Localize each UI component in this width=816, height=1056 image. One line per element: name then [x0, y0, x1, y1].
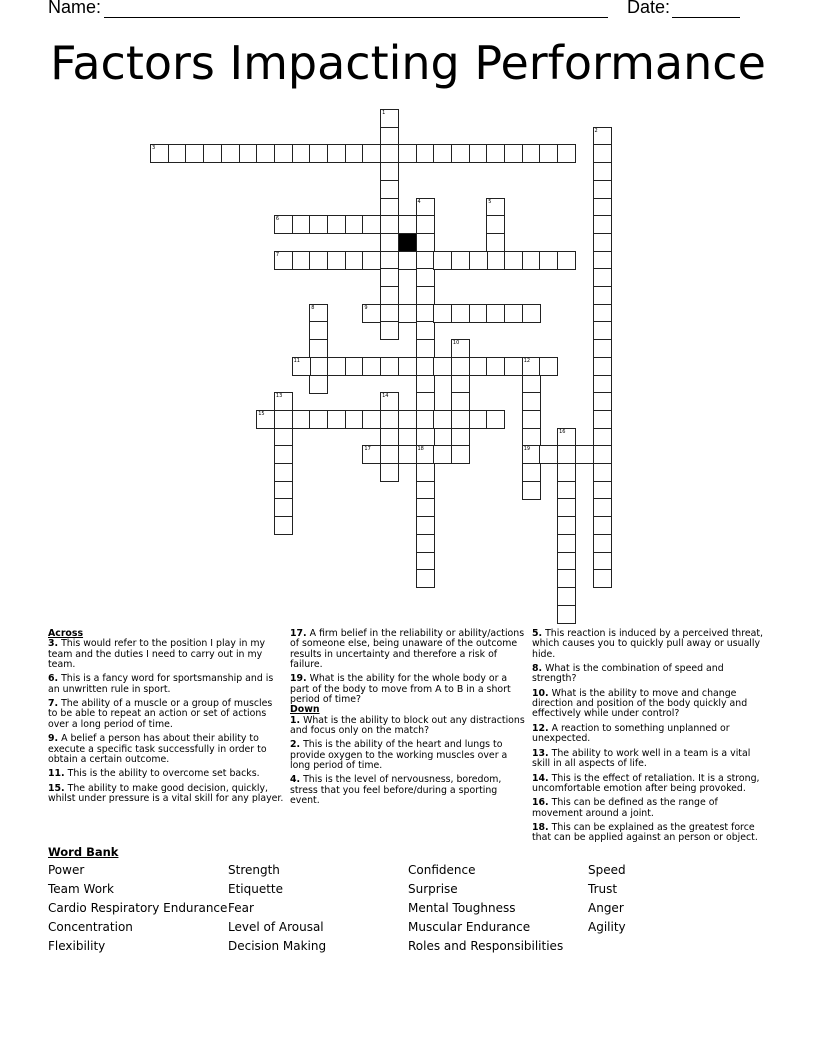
- grid-cell[interactable]: [274, 481, 293, 500]
- grid-cell[interactable]: [416, 498, 435, 517]
- clue-number: 12: [523, 357, 531, 364]
- grid-cell[interactable]: [593, 339, 612, 358]
- grid-cell[interactable]: [557, 498, 576, 517]
- grid-cell[interactable]: [203, 144, 222, 163]
- grid-cell[interactable]: [433, 410, 452, 429]
- grid-cell[interactable]: [292, 410, 311, 429]
- grid-cell[interactable]: [345, 251, 364, 270]
- word-bank-item: Surprise: [408, 882, 458, 896]
- grid-cell[interactable]: [557, 605, 576, 624]
- clue-number: 10: [452, 340, 460, 347]
- grid-cell[interactable]: [522, 304, 541, 323]
- word-bank-item: Team Work: [48, 882, 114, 896]
- grid-cell[interactable]: [451, 251, 470, 270]
- grid-cell[interactable]: [504, 304, 523, 323]
- grid-cell[interactable]: [416, 357, 435, 376]
- word-bank-title: Word Bank: [48, 845, 119, 859]
- clue-down-8: 8. What is the combination of speed and strength?: [532, 663, 724, 685]
- grid-cell[interactable]: [398, 357, 417, 376]
- grid-cell[interactable]: [327, 251, 346, 270]
- grid-cell[interactable]: [398, 144, 417, 163]
- grid-cell[interactable]: [380, 268, 399, 287]
- grid-cell[interactable]: [309, 410, 328, 429]
- grid-cell[interactable]: [416, 268, 435, 287]
- grid-cell[interactable]: [380, 463, 399, 482]
- grid-cell[interactable]: [593, 268, 612, 287]
- word-bank-item: Decision Making: [228, 939, 327, 953]
- grid-cell[interactable]: [486, 304, 505, 323]
- grid-cell[interactable]: [362, 144, 381, 163]
- grid-cell[interactable]: [522, 481, 541, 500]
- grid-cell[interactable]: [185, 144, 204, 163]
- grid-cell[interactable]: [274, 144, 293, 163]
- grid-cell[interactable]: [309, 339, 328, 358]
- clue-number: 15: [258, 410, 265, 417]
- grid-cell[interactable]: [469, 304, 488, 323]
- word-bank-item: Flexibility: [48, 939, 106, 953]
- grid-cell[interactable]: [593, 375, 612, 394]
- grid-cell[interactable]: [274, 463, 293, 482]
- grid-cell[interactable]: [593, 534, 612, 553]
- grid-cell[interactable]: [575, 445, 594, 464]
- word-bank-item: Etiquette: [228, 882, 284, 896]
- grid-cell[interactable]: [274, 410, 293, 429]
- grid-cell[interactable]: [486, 410, 505, 429]
- grid-cell[interactable]: [593, 481, 612, 500]
- grid-cell[interactable]: [593, 410, 612, 429]
- grid-cell[interactable]: [309, 357, 328, 376]
- grid-cell[interactable]: [486, 233, 505, 252]
- page-title: Factors Impacting Performance: [50, 36, 766, 90]
- grid-cell[interactable]: [398, 445, 417, 464]
- grid-cell[interactable]: [593, 321, 612, 340]
- grid-cell[interactable]: [557, 144, 576, 163]
- grid-cell[interactable]: [451, 304, 470, 323]
- word-bank-item: Mental Toughness: [408, 901, 516, 915]
- grid-cell[interactable]: [486, 251, 505, 270]
- grid-cell[interactable]: [345, 410, 364, 429]
- grid-cell[interactable]: [327, 357, 346, 376]
- word-bank-item: Power: [48, 863, 85, 877]
- grid-cell[interactable]: [433, 144, 452, 163]
- down-heading: Down: [290, 704, 320, 716]
- across-heading: Across: [48, 628, 84, 639]
- grid-cell[interactable]: [416, 534, 435, 553]
- grid-cell[interactable]: [416, 144, 435, 163]
- grid-cell[interactable]: [416, 569, 435, 588]
- grid-cell[interactable]: [398, 410, 417, 429]
- word-bank-item: Roles and Responsibilities: [408, 939, 564, 953]
- grid-cell[interactable]: [380, 127, 399, 146]
- clue-number: 3: [152, 145, 156, 152]
- word-bank-item: Anger: [588, 901, 624, 915]
- grid-cell[interactable]: [593, 357, 612, 376]
- clue-across-17: 17. A firm belief in the reliability or ability/actions of someone else, being unaware of the outcome results in uncertainty and therefore a risk of failure.: [290, 628, 525, 670]
- clue-number: 6: [275, 216, 280, 223]
- grid-cell[interactable]: [593, 233, 612, 252]
- grid-cell[interactable]: [557, 445, 576, 464]
- grid-cell[interactable]: [309, 215, 328, 234]
- clue-number: 8: [311, 304, 315, 311]
- grid-cell[interactable]: [327, 410, 346, 429]
- grid-cell[interactable]: [380, 162, 399, 181]
- word-bank-item: Trust: [588, 882, 618, 896]
- grid-cell[interactable]: [292, 251, 311, 270]
- grid-cell[interactable]: [522, 410, 541, 429]
- clue-number: 13: [275, 393, 283, 400]
- clue-number: 1: [382, 110, 386, 116]
- grid-cell[interactable]: [539, 144, 558, 163]
- grid-cell[interactable]: [593, 180, 612, 199]
- grid-cell[interactable]: [593, 516, 612, 535]
- grid-cell[interactable]: [380, 445, 399, 464]
- clue-number: 18: [417, 446, 424, 453]
- grid-cell[interactable]: [380, 410, 399, 429]
- grid-cell[interactable]: [362, 357, 381, 376]
- clue-across-7: 7. The ability of a muscle or a group of muscles to be able to repeat an action or set of actions over a long period of time.: [48, 698, 273, 730]
- grid-cell[interactable]: [292, 215, 311, 234]
- grid-cell[interactable]: [168, 144, 187, 163]
- grid-cell[interactable]: [557, 587, 576, 606]
- grid-cell[interactable]: [593, 251, 612, 270]
- grid-cell[interactable]: [451, 392, 470, 411]
- grid-cell[interactable]: [522, 144, 541, 163]
- grid-cell[interactable]: [451, 445, 470, 464]
- clue-across-6: 6. This is a fancy word for sportsmanship and is an unwritten rule in sport.: [48, 673, 274, 695]
- clue-column-3: [532, 629, 768, 848]
- grid-cell[interactable]: [309, 321, 328, 340]
- clue-across-3: 3. This would refer to the position I play in my team and the duties I need to carry out in my team.: [48, 638, 266, 670]
- grid-cell[interactable]: [345, 357, 364, 376]
- grid-cell[interactable]: [398, 215, 417, 234]
- grid-cell[interactable]: [593, 144, 612, 163]
- clue-number: 14: [382, 393, 389, 400]
- grid-cell[interactable]: [327, 215, 346, 234]
- clue-number: 5: [488, 198, 492, 205]
- grid-cell[interactable]: [362, 251, 381, 270]
- grid-cell[interactable]: [433, 357, 452, 376]
- grid-cell[interactable]: [593, 162, 612, 181]
- clue-across-9: 9. A belief a person has about their ability to execute a specific task successfully in order to obtain a certain outcome.: [48, 733, 267, 765]
- grid-cell[interactable]: [398, 304, 417, 323]
- word-bank-item: Speed: [588, 863, 626, 877]
- clue-down-13: 13. The ability to work well in a team is a vital skill in all aspects of life.: [532, 747, 751, 770]
- grid-cell[interactable]: [416, 286, 435, 305]
- grid-cell[interactable]: [309, 251, 328, 270]
- grid-cell[interactable]: [593, 552, 612, 571]
- clue-down-4: 4. This is the level of nervousness, boredom, stress that you feel before/during a sporting event.: [290, 774, 502, 807]
- grid-cell[interactable]: [469, 144, 488, 163]
- grid-cell[interactable]: [416, 251, 435, 270]
- grid-cell[interactable]: [380, 304, 399, 323]
- grid-cell[interactable]: [486, 357, 505, 376]
- grid-cell[interactable]: [433, 445, 452, 464]
- date-label: Date:: [627, 0, 671, 17]
- grid-cell[interactable]: [486, 144, 505, 163]
- clue-number: 11: [293, 357, 300, 364]
- grid-cell[interactable]: [504, 144, 523, 163]
- grid-cell[interactable]: [557, 481, 576, 500]
- grid-cell[interactable]: [433, 304, 452, 323]
- grid-cell[interactable]: [416, 215, 435, 234]
- grid-cell[interactable]: [398, 251, 417, 270]
- grid-cell[interactable]: [416, 233, 435, 252]
- clue-down-12: 12. A reaction to something unplanned or unexpected.: [532, 722, 730, 745]
- grid-cell[interactable]: [380, 286, 399, 305]
- clue-number: 9: [364, 304, 368, 311]
- grid-cell[interactable]: [380, 198, 399, 217]
- grid-cell[interactable]: [416, 552, 435, 571]
- clue-down-18: 18. This can be explained as the greatest force that can be applied against an person or object.: [532, 822, 758, 844]
- grid-cell[interactable]: [433, 251, 452, 270]
- grid-cell[interactable]: [451, 144, 470, 163]
- grid-cell[interactable]: [309, 144, 328, 163]
- clue-number: 7: [275, 251, 280, 258]
- clue-across-19: 19. What is the ability for the whole body or a part of the body to move from A to B in a short period of time?: [290, 673, 511, 705]
- grid-cell[interactable]: [416, 304, 435, 323]
- word-bank-item: Muscular Endurance: [408, 920, 531, 934]
- grid-cell[interactable]: [557, 569, 576, 588]
- grid-cell[interactable]: [593, 215, 612, 234]
- grid-cell[interactable]: [380, 321, 399, 340]
- word-bank-item: Confidence: [408, 863, 476, 877]
- grid-cell[interactable]: [593, 286, 612, 305]
- grid-cell[interactable]: [557, 534, 576, 553]
- grid-cell[interactable]: [522, 428, 541, 447]
- grid-cell[interactable]: [504, 357, 523, 376]
- grid-cell[interactable]: [274, 428, 293, 447]
- clue-number: 16: [559, 428, 566, 435]
- grid-cell[interactable]: [416, 481, 435, 500]
- grid-cell[interactable]: [593, 463, 612, 482]
- grid-cell[interactable]: [522, 392, 541, 411]
- black-square: [398, 233, 417, 252]
- grid-cell[interactable]: [593, 428, 612, 447]
- grid-cell[interactable]: [522, 375, 541, 394]
- name-label: Name:: [48, 0, 102, 17]
- clue-number: 19: [523, 446, 531, 453]
- grid-cell[interactable]: [557, 552, 576, 571]
- grid-cell[interactable]: [451, 357, 470, 376]
- grid-cell[interactable]: [274, 498, 293, 517]
- clue-down-2: 2. This is the ability of the heart and lungs to provide oxygen to the working muscles over a long period of time.: [290, 739, 508, 771]
- word-bank-item: Concentration: [48, 920, 133, 934]
- grid-cell[interactable]: [292, 144, 311, 163]
- clue-across-11: 11. This is the ability to overcome set backs.: [48, 768, 260, 780]
- grid-cell[interactable]: [593, 198, 612, 217]
- grid-cell[interactable]: [469, 251, 488, 270]
- grid-cell[interactable]: [451, 375, 470, 394]
- word-bank-item: Strength: [228, 863, 280, 877]
- grid-cell[interactable]: [416, 339, 435, 358]
- clue-column-2: [290, 629, 526, 811]
- grid-cell[interactable]: [451, 410, 470, 429]
- clue-number: 17: [364, 446, 371, 453]
- grid-cell[interactable]: [593, 498, 612, 517]
- grid-cell[interactable]: [327, 144, 346, 163]
- grid-cell[interactable]: [593, 569, 612, 588]
- grid-cell[interactable]: [416, 428, 435, 447]
- clue-column-1: [48, 629, 284, 809]
- grid-cell[interactable]: [380, 180, 399, 199]
- grid-cell[interactable]: [239, 144, 258, 163]
- grid-cell[interactable]: [416, 463, 435, 482]
- grid-cell[interactable]: [486, 215, 505, 234]
- grid-cell[interactable]: [593, 445, 612, 464]
- clue-down-1: 1. What is the ability to block out any distractions and focus only on the match?: [290, 714, 525, 736]
- grid-cell[interactable]: [469, 357, 488, 376]
- grid-cell[interactable]: [345, 215, 364, 234]
- grid-cell[interactable]: [469, 410, 488, 429]
- clue-down-16: 16. This can be defined as the range of movement around a joint.: [532, 797, 718, 819]
- grid-cell[interactable]: [539, 357, 558, 376]
- word-bank-item: Level of Arousal: [228, 920, 324, 934]
- grid-cell[interactable]: [539, 251, 558, 270]
- grid-cell[interactable]: [380, 251, 399, 270]
- grid-cell[interactable]: [380, 144, 399, 163]
- clue-across-15: 15. The ability to make good decision, quickly, whilst under pressure is a vital skill for any player.: [48, 782, 284, 805]
- grid-cell[interactable]: [380, 428, 399, 447]
- grid-cell[interactable]: [416, 392, 435, 411]
- grid-cell[interactable]: [274, 516, 293, 535]
- clue-down-10: 10. What is the ability to move and change direction and position of the body quickly and effectively while under control?: [532, 687, 748, 720]
- word-bank-item: Agility: [588, 920, 626, 934]
- clue-down-5: 5. This reaction is induced by a perceived threat, which causes you to quickly pull away or usually hide.: [532, 628, 764, 660]
- grid-cell[interactable]: [380, 357, 399, 376]
- grid-cell[interactable]: [309, 375, 328, 394]
- word-bank-item: Cardio Respiratory Endurance: [48, 901, 228, 915]
- grid-cell[interactable]: [557, 463, 576, 482]
- grid-cell[interactable]: [593, 304, 612, 323]
- grid-cell[interactable]: [362, 215, 381, 234]
- grid-cell[interactable]: [274, 445, 293, 464]
- grid-cell[interactable]: [522, 463, 541, 482]
- grid-cell[interactable]: [557, 516, 576, 535]
- grid-cell[interactable]: [345, 144, 364, 163]
- grid-cell[interactable]: [522, 251, 541, 270]
- grid-cell[interactable]: [362, 410, 381, 429]
- grid-cell[interactable]: [416, 516, 435, 535]
- grid-cell[interactable]: [451, 428, 470, 447]
- grid-cell[interactable]: [256, 144, 275, 163]
- grid-cell[interactable]: [380, 215, 399, 234]
- grid-cell[interactable]: [416, 321, 435, 340]
- word-bank-item: Fear: [228, 901, 254, 915]
- grid-cell[interactable]: [593, 392, 612, 411]
- grid-cell[interactable]: [221, 144, 240, 163]
- grid-cell[interactable]: [539, 445, 558, 464]
- grid-cell[interactable]: [416, 410, 435, 429]
- clue-number: 4: [417, 198, 421, 205]
- grid-cell[interactable]: [380, 233, 399, 252]
- grid-cell[interactable]: [504, 251, 523, 270]
- clue-down-14: 14. This is the effect of retaliation. It is a strong, uncomfortable emotion after being provoked.: [532, 772, 760, 794]
- grid-cell[interactable]: [557, 251, 576, 270]
- grid-cell[interactable]: [416, 375, 435, 394]
- clue-number: 2: [594, 127, 598, 134]
